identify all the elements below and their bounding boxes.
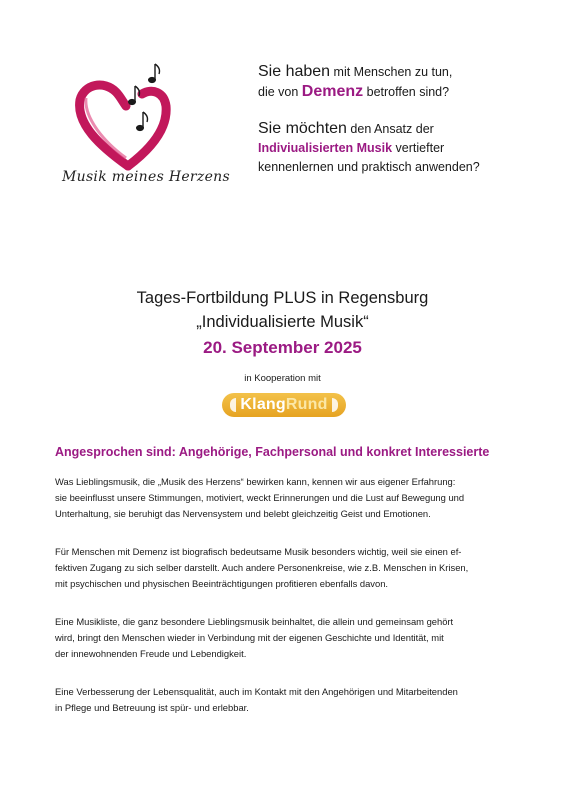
paragraph-2: Für Menschen mit Demenz ist biografisch bedeutsame Musik besonders wichtig, weil sie einen ef- fektiven Zugang zu sich selber darstellt. Auch andere Personenkreise, wie z.B. Menschen in Krisen, mit psychischen und physischen Beeinträchtigungen profitieren ebenfalls davon. <box>55 546 469 589</box>
logo-cap-left <box>230 398 236 412</box>
paragraph-4: Eine Verbesserung der Lebensqualität, auch im Kontakt mit den Angehörigen und Mitarbeitenden in Pflege und Betreuung ist spür- und erlebbar. <box>55 686 458 713</box>
logo-caption: Musik meines Herzens <box>62 169 230 185</box>
intro-line-3: Sie möchten den Ansatz der <box>258 120 434 137</box>
course-title: Tages-Fortbildung PLUS in Regensburg <box>136 289 429 307</box>
heart-with-notes-icon <box>60 58 220 178</box>
individualized-music-highlight: Indiviualisierten Musik <box>258 141 393 155</box>
logo-cap-right <box>332 398 338 412</box>
audience-heading: Angesprochen sind: Angehörige, Fachpersonal und konkret Interessierte <box>55 445 490 459</box>
intro-questions <box>258 62 548 177</box>
dementia-highlight: Demenz <box>301 83 364 100</box>
partner-name-part1: Klang <box>240 396 286 413</box>
course-subtitle: „Individualisierte Musik“ <box>196 313 369 331</box>
paragraph-3: Eine Musikliste, die ganz besondere Lieblingsmusik beinhaltet, die allein und gemeinsam gehört wird, bringt den Menschen wieder in Verbindung mit der eigenen Geschichte und Identität, mit der innewohnenden Freude und Lebendigkeit. <box>55 616 454 659</box>
intro-line-5: kennenlernen und praktisch anwenden? <box>258 160 480 174</box>
intro-line-1: Sie haben mit Menschen zu tun, <box>258 63 453 80</box>
intro-line-2: die von Demenz betroffen sind? <box>258 83 450 100</box>
intro-line-4: Indiviualisierten Musik vertiefter <box>258 141 445 155</box>
paragraph-1: Was Lieblingsmusik, die „Musik des Herzens“ bewirken kann, kennen wir aus eigener Erfahrung: sie beeinflusst unsere Stimmungen, motiviert, weckt Erinnerungen und die Lust auf Bewegung und Unterhaltung, sie beruhigt das Nervensystem und belebt gleichzeitig Geist und Emotionen. <box>55 476 465 519</box>
klangrund-logo <box>222 393 346 417</box>
cooperation-label: in Kooperation mit <box>244 373 321 384</box>
partner-name-part2: Rund <box>285 396 328 413</box>
course-date: 20. September 2025 <box>203 338 362 357</box>
